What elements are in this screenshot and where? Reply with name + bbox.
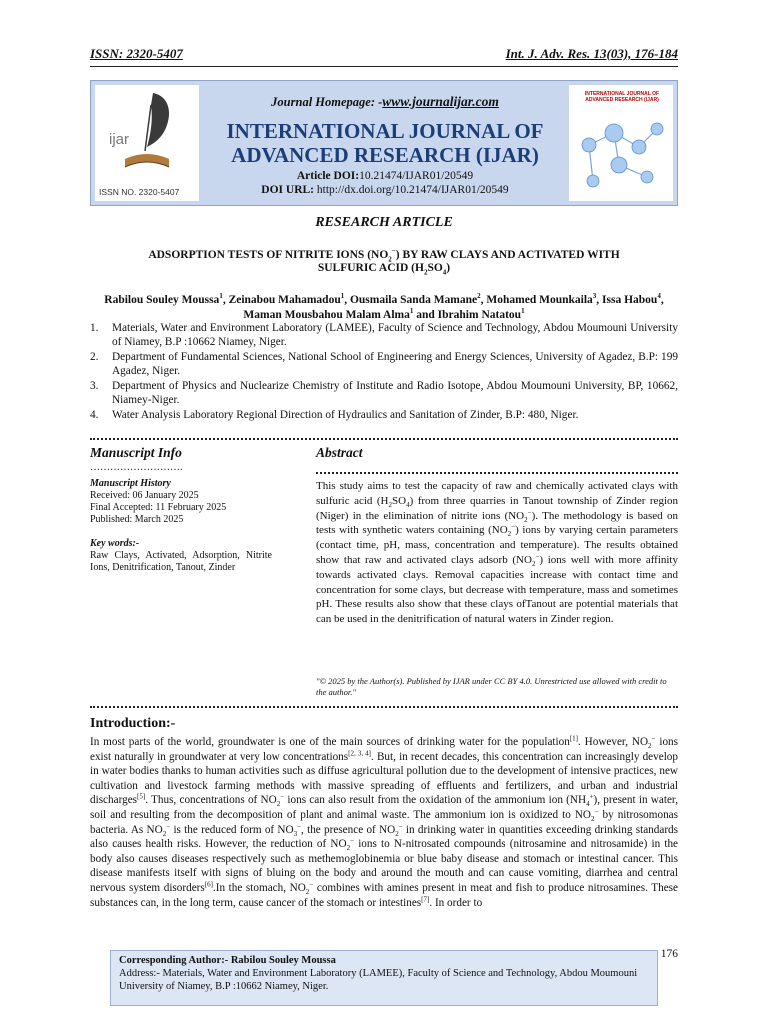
affiliation-text: Department of Physics and Nuclearize Chemistry of Institute and Radio Isotope, Abdou Moumouni University, BP, 10662, Niamey-Niger. (112, 380, 678, 406)
author-name: Mohamed Mounkaila (486, 294, 593, 306)
paper-title (90, 249, 678, 275)
affiliation-item (90, 351, 678, 378)
title-sup: − (391, 247, 396, 256)
abstract-sub: 2 (531, 560, 536, 569)
journal-banner (90, 80, 678, 206)
intro-part: . But, in recent decades, this concentration can increasingly develop in water bodies thanks to human activities such as diffuse agricultural pollution due to the development of intensive practices, new cultivation and livestock farming methods with massive spreading of effluents and fertilizers, and urban and industrial discharges (90, 750, 678, 807)
title-part: SO (427, 262, 443, 274)
manuscript-info-dots: ………………………. (90, 462, 183, 473)
intro-sup: − (280, 792, 285, 801)
affiliation-item (90, 322, 678, 349)
author-sup: 1 (340, 292, 345, 301)
affiliation-number: 3. (90, 380, 99, 392)
article-doi: 10.21474/IJAR01/20549 (359, 170, 474, 182)
intro-part: In most parts of the world, groundwater is one of the main sources of drinking water for the population (90, 736, 570, 748)
abstract-part: ). The methodology is based on tests with synthetic waters containing (NO (316, 509, 678, 537)
affiliation-text: Water Analysis Laboratory Regional Direction of Hydraulics and Sanitation of Zinder, B.P: 480, Niger. (112, 409, 579, 421)
doi-block (203, 169, 567, 197)
citation[interactable]: [2, 3, 4] (348, 748, 372, 757)
intro-part: ions can also result from the oxidation of the ammonium ion (NH (284, 794, 587, 807)
logo-text: ijar (109, 131, 130, 148)
introduction-text (90, 735, 678, 910)
abstract-part: SO (392, 494, 407, 507)
title-part: SULFURIC ACID (H (317, 262, 424, 274)
abstract-sub: 4 (406, 500, 410, 509)
abstract-part: ) ions well with more affinity towards activated clays. Removal capacities increase with contact time and concentration for some clays, but decrease with temperature, mass and sometimes pH. These results also show that these clays ofTanout are potential materials that can be used in the denitrification of natural waters in Zinder region. (316, 553, 678, 626)
received-date: Received: 06 January 2025 (90, 490, 199, 501)
homepage-label: Journal Homepage: - (271, 95, 383, 109)
author-sup: 1 (521, 307, 525, 316)
article-type: RESEARCH ARTICLE (315, 215, 453, 230)
intro-part: ions exist naturally in groundwater at very low concentrations (90, 736, 678, 763)
abstract-text (316, 479, 678, 627)
author-name: Rabilou Souley Moussa (104, 294, 220, 306)
intro-sup: − (309, 880, 314, 889)
affiliation-text: Materials, Water and Environment Laboratory (LAMEE), Faculty of Science and Technology, Abdou Moumouni University of Niamey, B.P :10662 Niamey, Niger. (112, 322, 678, 348)
intro-sup: − (297, 821, 302, 830)
intro-part: is the reduced form of NO (170, 823, 294, 836)
author-sup: 2 (477, 292, 481, 301)
citation[interactable]: [1] (569, 734, 578, 743)
intro-sup: − (350, 836, 355, 845)
author-name: Maman Mousbahou Malam Alma (243, 309, 410, 321)
title-part: ADSORPTION TESTS OF NITRITE IONS (NO (148, 249, 389, 261)
intro-part: . However, NO (578, 736, 649, 748)
running-header (90, 46, 678, 66)
page-number: 176 (660, 948, 678, 960)
journal-title-line1: INTERNATIONAL JOURNAL OF (226, 119, 544, 143)
intro-part: .In the stomach, NO (212, 881, 306, 894)
affiliation-list (90, 322, 678, 425)
affiliation-item (90, 409, 678, 423)
author-name: Issa Habou (602, 294, 658, 306)
citation[interactable]: [5] (137, 792, 146, 801)
abstract-sup: − (535, 552, 540, 561)
intro-sub: 2 (346, 844, 351, 853)
intro-sub: 4 (586, 800, 590, 809)
homepage-link[interactable]: www.journalijar.com (382, 94, 499, 109)
abstract-heading: Abstract (316, 445, 363, 460)
author-sup: 4 (657, 292, 661, 301)
intro-sub: 2 (162, 829, 167, 838)
header-rule (90, 66, 678, 67)
title-sub: 4 (442, 268, 447, 277)
citation[interactable]: [6] (204, 880, 213, 889)
affiliation-number: 1. (90, 322, 99, 334)
abstract-sub: 2 (507, 530, 512, 539)
manuscript-info (90, 478, 272, 574)
author-name: Ibrahim Natatou (437, 309, 522, 321)
intro-sub: 2 (276, 800, 281, 809)
corresponding-author-heading: Corresponding Author:- Rabilou Souley Moussa (119, 955, 336, 966)
published-date: Published: March 2025 (90, 514, 184, 525)
intro-part: by nitrosomonas bacteria. As NO (90, 808, 678, 836)
author-sup: 3 (592, 292, 597, 301)
journal-title-line2: ADVANCED RESEARCH (IJAR) (231, 143, 539, 167)
history-heading: Manuscript History (90, 478, 171, 489)
accepted-date: Final Accepted: 11 February 2025 (90, 502, 227, 513)
affiliation-number: 2. (90, 351, 99, 363)
intro-part: in drinking water in quantities exceeding drinking standards also causes health risks. However, the reduction of NO (90, 823, 679, 851)
author-and: and (416, 309, 435, 321)
journal-logo (95, 85, 199, 201)
corresponding-author-box (110, 950, 658, 1006)
intro-sup: − (651, 734, 656, 743)
keywords-heading: Key words:- (90, 538, 140, 549)
intro-sup: + (589, 792, 594, 801)
journal-cover-thumbnail (569, 85, 673, 201)
journal-title (203, 119, 567, 167)
logo-issn: ISSN NO. 2320-5407 (99, 187, 180, 197)
intro-part: ), present in water, soil and resulting from the decomposition of plant and animal waste. The ammonium ion is oxidized to NO (90, 794, 678, 821)
dotted-divider (90, 706, 678, 714)
abstract-sub: 2 (524, 515, 528, 524)
abstract-sup: − (527, 507, 532, 516)
author-list: Rabilou Souley Moussa$^1$, Zeinabou Mahamadou$^1$, Ousmaila Sanda Mamane$^2$, Mohamed Mounkaila$^3$, Issa Habou$^4$, Maman Mousbahou Malam Alma$^1$ and Ibrahim Natatou$^1$ (104, 292, 664, 321)
intro-sub: 3 (293, 829, 298, 838)
intro-sub: 2 (648, 742, 652, 751)
intro-part: . Thus, concentrations of NO (145, 794, 277, 807)
affiliation-text: Department of Fundamental Sciences, National School of Engineering and Energy Sciences, University of Agadez, B.P: 199 Agadez, Niger. (112, 351, 678, 377)
intro-sub: 2 (591, 815, 595, 824)
affiliation-number: 4. (90, 409, 99, 421)
intro-sub: 2 (305, 888, 310, 897)
intro-part: , the presence of NO (301, 823, 396, 836)
author-name: Zeinabou Mahamadou (228, 294, 341, 306)
introduction-heading: Introduction:- (90, 716, 176, 731)
journal-reference: Int. J. Adv. Res. 13(03), 176-184 (505, 46, 678, 61)
author-sup: 1 (409, 307, 414, 316)
intro-part: combines with amines present in meat and fish to produce nitrosamines. These substances can, in the long term, cause cancer of the stomach or intestines (90, 881, 678, 909)
author-sup: 1 (219, 292, 223, 301)
issn-header: ISSN: 2320-5407 (90, 46, 183, 61)
citation[interactable]: [7] (421, 894, 430, 903)
intro-sup: − (398, 821, 403, 830)
abstract-part: This study aims to test the capacity of raw and chemically activated clays with sulfuric acid (H (316, 480, 678, 507)
title-part: ) BY RAW CLAYS AND ACTIVATED WITH (395, 249, 620, 261)
license-note: "© 2025 by the Author(s). Published by IJAR under CC BY 4.0. Unrestricted use allowed with credit to the author." (316, 676, 667, 697)
abstract-part: ) ions by varying certain parameters (contact time, pH, mass, concentration and temperature). The results obtained show that raw and activated clays adsorb (NO (316, 524, 678, 566)
corresponding-author-address: Address:- Materials, Water and Environment Laboratory (LAMEE), Faculty of Science and Technology, Abdou Moumouni University of Niamey, B.P :10662 Niamey, Niger. (119, 968, 638, 992)
manuscript-info-heading: Manuscript Info (90, 445, 182, 460)
intro-part: ions to N-nitrosated compounds (nitrosamine and nitrosamide) in the body also causes diseases respectively such as methemoglobinemia or blue baby disease and stomach or intestinal cancer. This disease manifests itself with signs of bluing on the body and around the mouth and can cause vomiting, diarrhea and central nervous system disorders (90, 838, 679, 894)
abstract-sub: 2 (388, 500, 392, 509)
title-part: ) (446, 262, 451, 274)
abstract-sup: − (511, 522, 516, 531)
journal-homepage (203, 94, 567, 110)
intro-sup: − (594, 807, 599, 816)
abstract-part: ) from three quarries in Tanout township of Zinder region (Niger) in the elimination of nitrite ions (NO (316, 494, 678, 522)
affiliation-item (90, 380, 678, 407)
author-name: Ousmaila Sanda Mamane (349, 294, 478, 306)
cover-title: INTERNATIONAL JOURNAL OF ADVANCED RESEARCH (IJAR) (584, 91, 660, 103)
title-sub: 2 (388, 255, 392, 264)
article-doi-label: Article DOI: (296, 170, 360, 182)
intro-sup: − (166, 821, 171, 830)
intro-sub: 2 (395, 829, 399, 838)
title-sub: 2 (423, 268, 428, 277)
intro-part: . In order to (429, 896, 483, 909)
keywords: Raw Clays, Activated, Adsorption, Nitrite Ions, Denitrification, Tanout, Zinder (90, 550, 272, 573)
doi-url-label: DOI URL: (261, 184, 315, 196)
doi-url-link[interactable]: http://dx.doi.org/10.21474/IJAR01/20549 (316, 184, 509, 196)
